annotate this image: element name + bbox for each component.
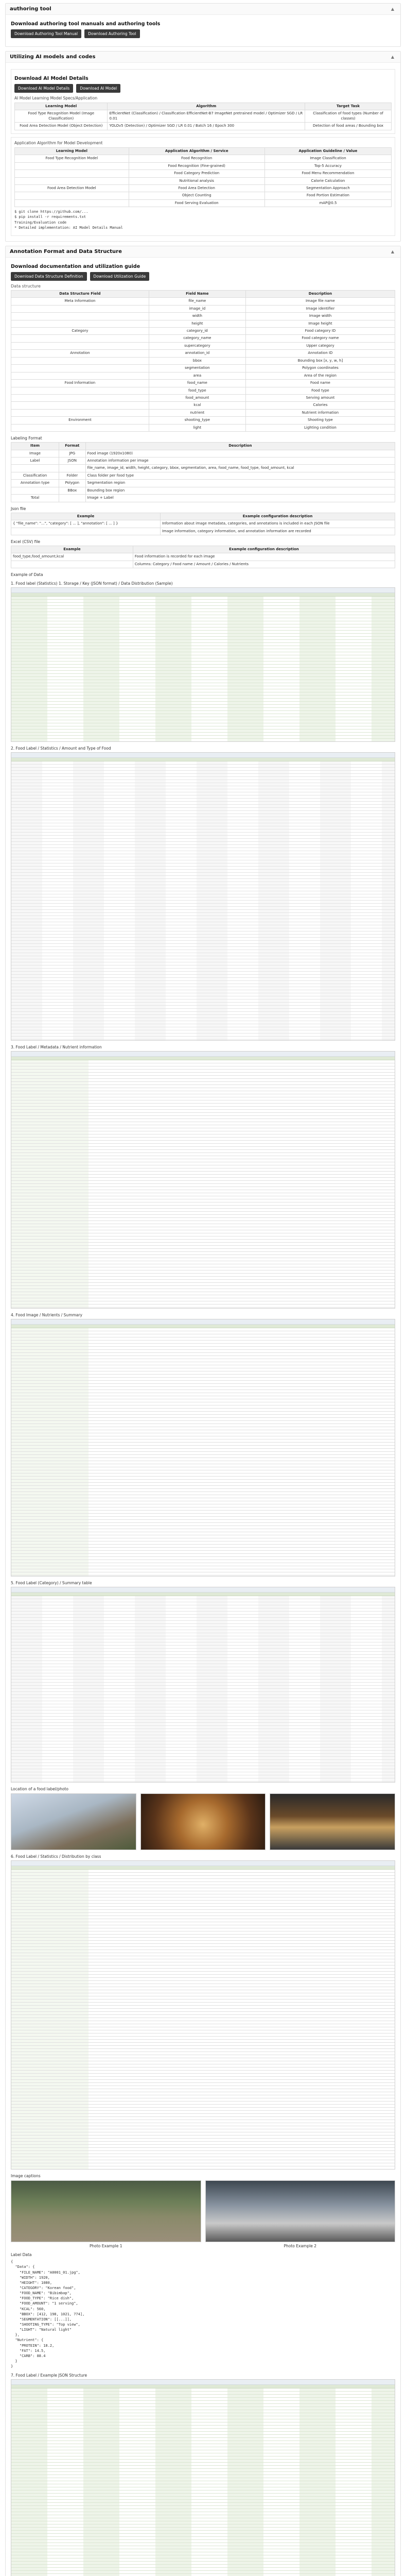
table-cell xyxy=(59,465,86,472)
table-row xyxy=(11,305,395,312)
table-row xyxy=(15,155,392,162)
table-row xyxy=(11,553,395,561)
photos-title: Location of a food label/photo xyxy=(11,1787,68,1792)
table-row xyxy=(11,328,395,335)
download-structure-button[interactable]: Download Data Structure Definition xyxy=(11,272,87,281)
table-row xyxy=(11,520,395,528)
table-cell: Image file name xyxy=(245,298,395,305)
table-cell: area xyxy=(149,372,245,379)
screenshot-caption-3: 3. Food Label / Metadata / Nutrient information xyxy=(11,1045,102,1050)
table-cell: kcal xyxy=(149,402,245,409)
table-cell xyxy=(11,320,149,327)
table-header: Application Algorithm / Service xyxy=(129,147,264,155)
table-cell xyxy=(15,192,129,199)
table-cell: Food Category Prediction xyxy=(129,170,264,177)
table-header: Description xyxy=(245,290,395,297)
table-cell: Image Classification xyxy=(264,155,391,162)
table-cell: Annotation xyxy=(11,350,149,357)
table-cell xyxy=(15,199,129,207)
csv-table xyxy=(11,546,395,568)
table-cell: category_id xyxy=(149,328,245,335)
table-row xyxy=(11,372,395,379)
table-cell: Food Serving Evaluation xyxy=(129,199,264,207)
table-cell: Nutritional analysis xyxy=(129,177,264,184)
table-cell xyxy=(15,177,129,184)
table-cell: Calories xyxy=(245,402,395,409)
table-header: Learning Model xyxy=(15,147,129,155)
table-cell: Class folder per food type xyxy=(85,472,395,479)
structure-table xyxy=(11,290,395,432)
table-header: Example xyxy=(11,513,161,520)
table-cell xyxy=(11,528,161,535)
table-row xyxy=(11,495,395,502)
table-header: Example configuration description xyxy=(160,513,395,520)
table-header: Example configuration description xyxy=(133,546,395,553)
table-cell: YOLOv5 (Detection) / Optimizer SGD / LR 0.01 / Batch 16 / Epoch 300 xyxy=(108,123,305,130)
table-cell: Segmentation region xyxy=(85,480,395,487)
table-cell: bbox xyxy=(149,357,245,364)
table-cell: category_name xyxy=(149,335,245,342)
table-row xyxy=(11,480,395,487)
table-header: Learning Model xyxy=(15,103,108,110)
table-cell: Polygon coordinates xyxy=(245,365,395,372)
table-cell: Classification of food types (Number of classes) xyxy=(305,110,392,123)
table-cell: Bounding box [x, y, w, h] xyxy=(245,357,395,364)
table-row xyxy=(15,192,392,199)
table-cell: Nutrient information xyxy=(245,409,395,416)
data-screenshot-3 xyxy=(11,1051,395,1309)
table-header: Data Structure Field xyxy=(11,290,149,297)
table-row xyxy=(11,528,395,535)
table-cell xyxy=(11,387,149,394)
table-row xyxy=(15,162,392,170)
food-photo-1 xyxy=(11,1793,136,1850)
table-header: Item xyxy=(11,443,59,450)
ai-models-header[interactable] xyxy=(6,52,400,63)
table-row xyxy=(15,199,392,207)
table-row xyxy=(15,123,392,130)
table-cell: Food Portion Estimation xyxy=(264,192,391,199)
application-title: Application Algorithm for Model Development xyxy=(14,140,103,145)
table-cell: Food Information xyxy=(11,380,149,387)
table-row xyxy=(11,424,395,431)
table-cell xyxy=(11,357,149,364)
table-row xyxy=(11,320,395,327)
table-row xyxy=(11,457,395,465)
chevron-up-icon[interactable]: ▲ xyxy=(391,249,395,254)
data-screenshot-4 xyxy=(11,1319,395,1577)
spec-table xyxy=(14,103,392,130)
table-cell: annotation_id xyxy=(149,350,245,357)
table-cell xyxy=(15,162,129,170)
table-cell: Food category ID xyxy=(245,328,395,335)
table-row xyxy=(11,387,395,394)
download-manual-button[interactable]: Download Authoring Tool Manual xyxy=(11,29,81,38)
figure-row xyxy=(11,2180,395,2248)
figure-photo-1 xyxy=(11,2180,201,2242)
download-title: Download authoring tool manuals and authoring tools xyxy=(11,21,161,27)
table-cell: Image + Label xyxy=(85,495,395,502)
table-cell: food_amount xyxy=(149,394,245,401)
download-tool-button[interactable]: Download Authoring Tool xyxy=(84,29,139,38)
table-cell: Environment xyxy=(11,417,149,424)
table-cell: Food type xyxy=(245,387,395,394)
figure-caption-1: Photo Example 1 xyxy=(90,2244,122,2249)
code-snippet: $ git clone https://github.com/... $ pip install -r requirements.txt Training/Evaluation code * Detailed implementation: AI Model Details Manual xyxy=(14,210,123,230)
food-photo-3 xyxy=(270,1793,395,1850)
table-cell: { "file_name": "...", "category": [ ... ], "annotation": [ ... ] } xyxy=(11,520,161,528)
download-model-button[interactable]: Download AI Model xyxy=(76,84,120,93)
table-cell: Top-5 Accuracy xyxy=(264,162,391,170)
table-cell: Upper category xyxy=(245,342,395,349)
figure-caption-2: Photo Example 2 xyxy=(284,2244,316,2249)
table-row xyxy=(11,561,395,568)
table-header: Field Name xyxy=(149,290,245,297)
table-header: Format xyxy=(59,443,86,450)
figure-title: Image captions xyxy=(11,2174,41,2179)
table-header: Application Guideline / Value xyxy=(264,147,391,155)
table-cell: Polygon xyxy=(59,480,86,487)
table-row xyxy=(11,417,395,424)
screenshot-caption-4: 4. Food Image / Nutrients / Summary xyxy=(11,1313,82,1318)
labeling-title: Labeling Format xyxy=(11,436,42,441)
table-row xyxy=(11,465,395,472)
ai-models-section xyxy=(5,51,401,242)
table-cell xyxy=(11,402,149,409)
table-cell xyxy=(15,170,129,177)
table-row xyxy=(11,394,395,401)
table-cell: Food category name xyxy=(245,335,395,342)
table-cell: BBox xyxy=(59,487,86,494)
table-cell: Serving amount xyxy=(245,394,395,401)
table-cell: Classification xyxy=(11,472,59,479)
table-row xyxy=(11,402,395,409)
download-model-details-button[interactable]: Download AI Model Details xyxy=(14,84,73,93)
table-cell xyxy=(11,487,59,494)
table-cell: Food Recognition (Fine-grained) xyxy=(129,162,264,170)
table-cell xyxy=(11,465,59,472)
table-cell: Meta Information xyxy=(11,298,149,305)
table-cell: Annotation ID xyxy=(245,350,395,357)
table-row xyxy=(11,342,395,349)
table-header: Target Task xyxy=(305,103,392,110)
table-row xyxy=(11,335,395,342)
final-caption: 7. Food Label / Example JSON Structure xyxy=(11,2373,87,2378)
authoring-tool-section xyxy=(5,3,401,47)
data-screenshot-7 xyxy=(11,2379,395,2576)
table-row xyxy=(15,170,392,177)
data-screenshot-5 xyxy=(11,1587,395,1783)
table-cell: Food Type Recognition Model (Image Classification) xyxy=(15,110,108,123)
table-cell: width xyxy=(149,313,245,320)
labeling-table xyxy=(11,442,395,502)
table-cell: segmentation xyxy=(149,365,245,372)
table-cell: food_name xyxy=(149,380,245,387)
table-cell: Information about image metadata, categories, and annotations is included in each JSON file xyxy=(160,520,395,528)
table-cell: Annotation type xyxy=(11,480,59,487)
table-cell xyxy=(11,372,149,379)
table-row xyxy=(11,450,395,457)
table-cell xyxy=(11,394,149,401)
json-table xyxy=(11,513,395,535)
table-cell xyxy=(11,365,149,372)
table-cell: file_name xyxy=(149,298,245,305)
data-structure-label: Data structure xyxy=(11,283,41,289)
spec-subtitle: AI Model Learning Model Specs/Application xyxy=(14,96,98,100)
table-cell: Food name xyxy=(245,380,395,387)
table-cell xyxy=(11,342,149,349)
table-row xyxy=(11,350,395,357)
table-cell: Label xyxy=(11,457,59,465)
table-row xyxy=(11,487,395,494)
application-table xyxy=(14,147,392,208)
table-cell: Annotation information per image xyxy=(85,457,395,465)
json-example-code: { "Data": { "FILE_NAME": "A0001_01.jpg", "WIDTH": 1920, "HEIGHT": 1080, "CATEGORY": "Korean food", "FOOD_NAME": "Bibimbap", "FOOD_TYPE": "Rice dish", "FOOD_AMOUNT": "1 serving", "KCAL": 560, "BBOX": [412, 198, 1021, 774], "SEGMENTATION": [[...]], "SHOOTING_TYPE": "Top view", "LIGHT": "Natural light" }, "Nutrient": { "PROTEIN": 18.2, "FAT": 14.5, "CARB": 88.4 } } xyxy=(11,2260,85,2369)
chevron-up-icon[interactable]: ▲ xyxy=(391,7,395,11)
table-header: Example xyxy=(11,546,133,553)
chevron-up-icon[interactable]: ▲ xyxy=(391,55,395,59)
table-row xyxy=(11,472,395,479)
table-cell xyxy=(11,305,149,312)
table-cell: Lighting condition xyxy=(245,424,395,431)
figure-photo-2 xyxy=(205,2180,396,2242)
data-screenshot-2 xyxy=(11,752,395,1041)
application-box xyxy=(11,137,395,236)
table-cell: Segmentation Approach xyxy=(264,184,391,192)
table-cell: Food Area Detection xyxy=(129,184,264,192)
screenshot-caption-2: 2. Food Label / Statistics / Amount and Type of Food xyxy=(11,746,111,751)
table-cell: food_type,food_amount,kcal xyxy=(11,553,133,561)
section-title: Annotation Format and Data Structure xyxy=(10,248,122,255)
download-guide-button[interactable]: Download Utilization Guide xyxy=(90,272,150,281)
table-cell: Area of the region xyxy=(245,372,395,379)
photo-row xyxy=(11,1793,395,1850)
section-title: authoring tool xyxy=(10,6,51,12)
table-cell: Food Area Detection Model xyxy=(15,184,129,192)
table-cell: height xyxy=(149,320,245,327)
screenshot-caption-6: 6. Food Label / Statistics / Distribution by class xyxy=(11,1854,101,1859)
table-header: Description xyxy=(85,443,395,450)
table-cell: Columns: Category / Food name / Amount / Calories / Nutrients xyxy=(133,561,395,568)
table-cell xyxy=(11,424,149,431)
table-row xyxy=(11,365,395,372)
table-cell: food_type xyxy=(149,387,245,394)
table-row xyxy=(15,177,392,184)
table-cell: JSON xyxy=(59,457,86,465)
table-row xyxy=(11,380,395,387)
table-cell: file_name, image_id, width, height, category, bbox, segmentation, area, food_name, food_type, food_amount, kcal xyxy=(85,465,395,472)
download-title: Download documentation and utilization guide xyxy=(11,263,140,269)
annotation-section xyxy=(5,246,401,2576)
table-cell xyxy=(11,313,149,320)
table-cell: Image identifier xyxy=(245,305,395,312)
section-title: Utilizing AI models and codes xyxy=(10,54,96,60)
download-title: Download AI Model Details xyxy=(14,76,89,81)
table-cell: image_id xyxy=(149,305,245,312)
table-header: Algorithm xyxy=(108,103,305,110)
ai-model-box xyxy=(11,69,395,134)
data-screenshot-6 xyxy=(11,1860,395,2170)
json-example-title: Label Data xyxy=(11,2252,32,2258)
table-cell xyxy=(11,561,133,568)
table-cell: JPG xyxy=(59,450,86,457)
table-cell: Detection of food areas / Bounding box xyxy=(305,123,392,130)
annotation-header[interactable] xyxy=(6,246,400,258)
json-title: Json file xyxy=(11,506,26,511)
table-cell xyxy=(11,409,149,416)
table-cell: mAP@0.5 xyxy=(264,199,391,207)
table-cell xyxy=(11,335,149,342)
table-cell: Image xyxy=(11,450,59,457)
table-cell: supercategory xyxy=(149,342,245,349)
screenshot-caption-1: 1. Food label (Statistics) 1. Storage / Key (JSON format) / Data Distribution (Sample) xyxy=(11,581,173,586)
screenshot-caption-5: 5. Food Label (Category) / Summary table xyxy=(11,1581,92,1586)
table-cell: Folder xyxy=(59,472,86,479)
example-caption: Example of Data xyxy=(11,572,43,578)
data-screenshot-1 xyxy=(11,587,395,742)
table-cell: EfficientNet (Classification) / Classification EfficientNet-B7 ImageNet pretrained model / Optimizer SGD / LR 0.01 xyxy=(108,110,305,123)
table-row xyxy=(11,409,395,416)
table-cell: Food Menu Recommendation xyxy=(264,170,391,177)
table-row xyxy=(11,313,395,320)
table-row xyxy=(11,298,395,305)
table-cell: Image height xyxy=(245,320,395,327)
authoring-tool-header[interactable] xyxy=(6,4,400,15)
table-row xyxy=(11,357,395,364)
table-cell: Total xyxy=(11,495,59,502)
table-cell: Image information, category information, and annotation information are recorded xyxy=(160,528,395,535)
table-cell xyxy=(59,495,86,502)
table-cell: Food Type Recognition Model xyxy=(15,155,129,162)
table-cell: Food Area Detection Model (Object Detection) xyxy=(15,123,108,130)
table-cell: nutrient xyxy=(149,409,245,416)
table-cell: Image width xyxy=(245,313,395,320)
table-cell: Shooting type xyxy=(245,417,395,424)
table-row xyxy=(15,184,392,192)
table-cell: light xyxy=(149,424,245,431)
table-cell: Bounding box region xyxy=(85,487,395,494)
table-cell: Food information is recorded for each image xyxy=(133,553,395,561)
table-cell: Food Recognition xyxy=(129,155,264,162)
food-photo-2 xyxy=(140,1793,266,1850)
table-cell: shooting_type xyxy=(149,417,245,424)
table-cell: Object Counting xyxy=(129,192,264,199)
table-cell: Category xyxy=(11,328,149,335)
table-row xyxy=(15,110,392,123)
table-cell: Calorie Calculation xyxy=(264,177,391,184)
csv-title: Excel (CSV) file xyxy=(11,539,41,544)
table-cell: Food image (1920x1080) xyxy=(85,450,395,457)
